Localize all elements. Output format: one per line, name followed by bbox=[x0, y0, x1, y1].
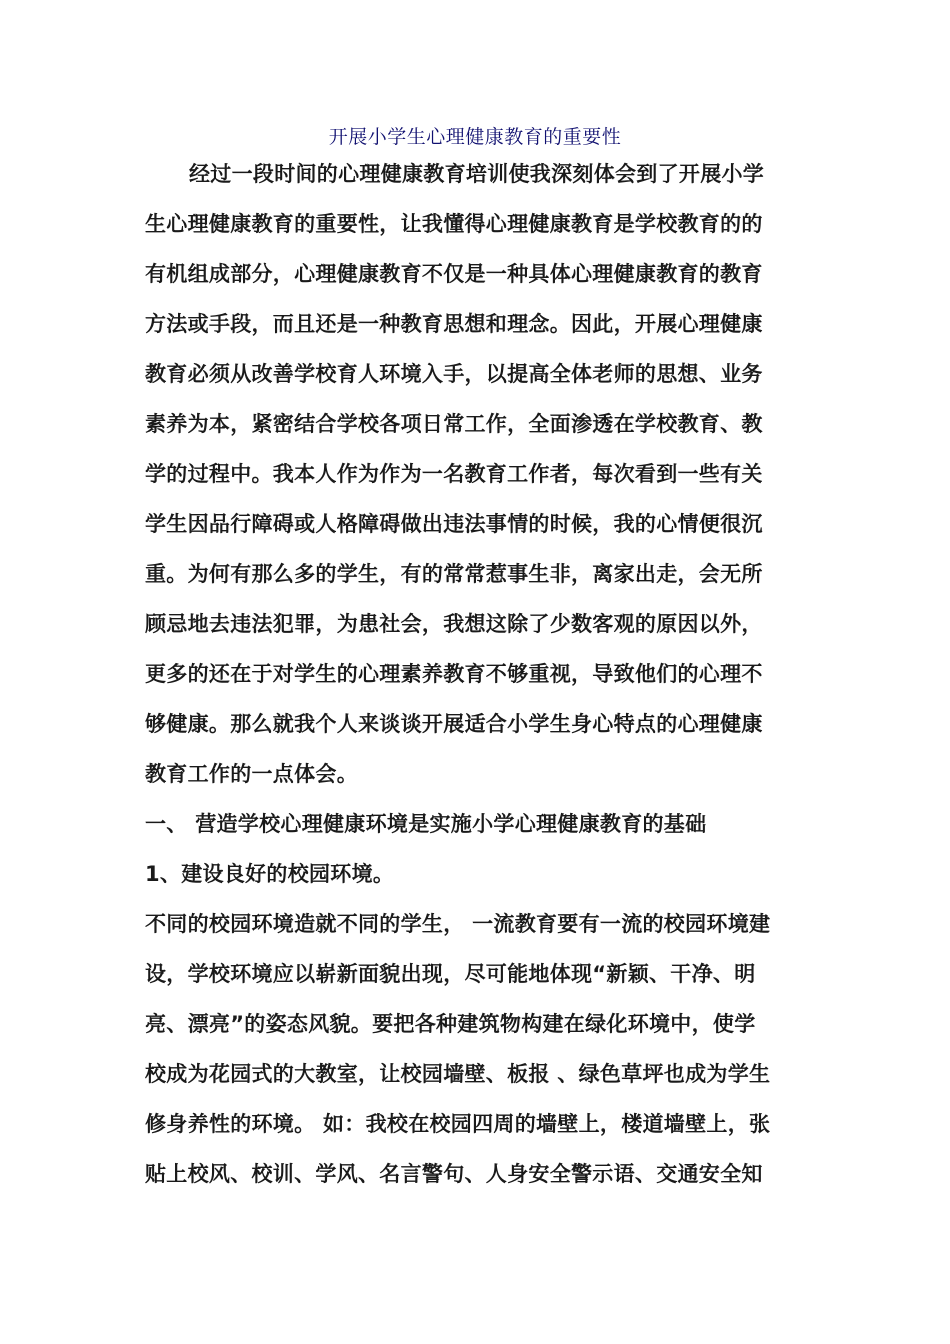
body-line-3: 亮、漂亮”的姿态风貌。要把各种建筑物构建在绿化环境中，使学 bbox=[145, 1012, 756, 1036]
body-line-6: 贴上校风、校训、学风、名言警句、人身安全警示语、交通安全知 bbox=[145, 1162, 763, 1186]
intro-line-5: 教育必须从改善学校育人环境入手，以提高全体老师的思想、业务 bbox=[145, 362, 763, 386]
intro-line-7: 学的过程中。我本人作为作为一名教育工作者，每次看到一些有关 bbox=[145, 462, 763, 486]
document-title: 开展小学生心理健康教育的重要性 bbox=[328, 126, 622, 148]
subsection-heading: 1、建设良好的校园环境。 bbox=[145, 862, 395, 886]
intro-line-12: 够健康。那么就我个人来谈谈开展适合小学生身心特点的心理健康 bbox=[145, 712, 763, 736]
intro-line-3: 有机组成部分，心理健康教育不仅是一种具体心理健康教育的教育 bbox=[145, 262, 763, 286]
intro-line-2: 生心理健康教育的重要性，让我懂得心理健康教育是学校教育的的 bbox=[145, 212, 763, 236]
body-line-1: 不同的校园环境造就不同的学生， 一流教育要有一流的校园环境建 bbox=[145, 912, 771, 936]
intro-line-13: 教育工作的一点体会。 bbox=[145, 762, 358, 786]
body-line-5: 修身养性的环境。 如：我校在校园四周的墙壁上，楼道墙壁上，张 bbox=[145, 1112, 771, 1136]
intro-line-10: 顾忌地去违法犯罪，为患社会，我想这除了少数客观的原因以外， bbox=[145, 612, 763, 636]
body-line-2: 设，学校环境应以崭新面貌出现，尽可能地体现“新颖、干净、明 bbox=[145, 962, 756, 986]
intro-line-11: 更多的还在于对学生的心理素养教育不够重视，导致他们的心理不 bbox=[145, 662, 763, 686]
intro-line-1: 经过一段时间的心理健康教育培训使我深刻体会到了开展小学 bbox=[189, 162, 765, 186]
section-heading: 一、 营造学校心理健康环境是实施小学心理健康教育的基础 bbox=[145, 812, 707, 836]
intro-line-8: 学生因品行障碍或人格障碍做出违法事情的时候，我的心情便很沉 bbox=[145, 512, 763, 536]
body-line-4: 校成为花园式的大教室，让校园墙壁、板报 、绿色草坪也成为学生 bbox=[145, 1062, 771, 1086]
intro-line-6: 素养为本，紧密结合学校各项日常工作，全面渗透在学校教育、教 bbox=[145, 412, 763, 436]
intro-line-4: 方法或手段，而且还是一种教育思想和理念。因此，开展心理健康 bbox=[145, 312, 763, 336]
intro-line-9: 重。为何有那么多的学生，有的常常惹事生非，离家出走，会无所 bbox=[145, 562, 763, 586]
